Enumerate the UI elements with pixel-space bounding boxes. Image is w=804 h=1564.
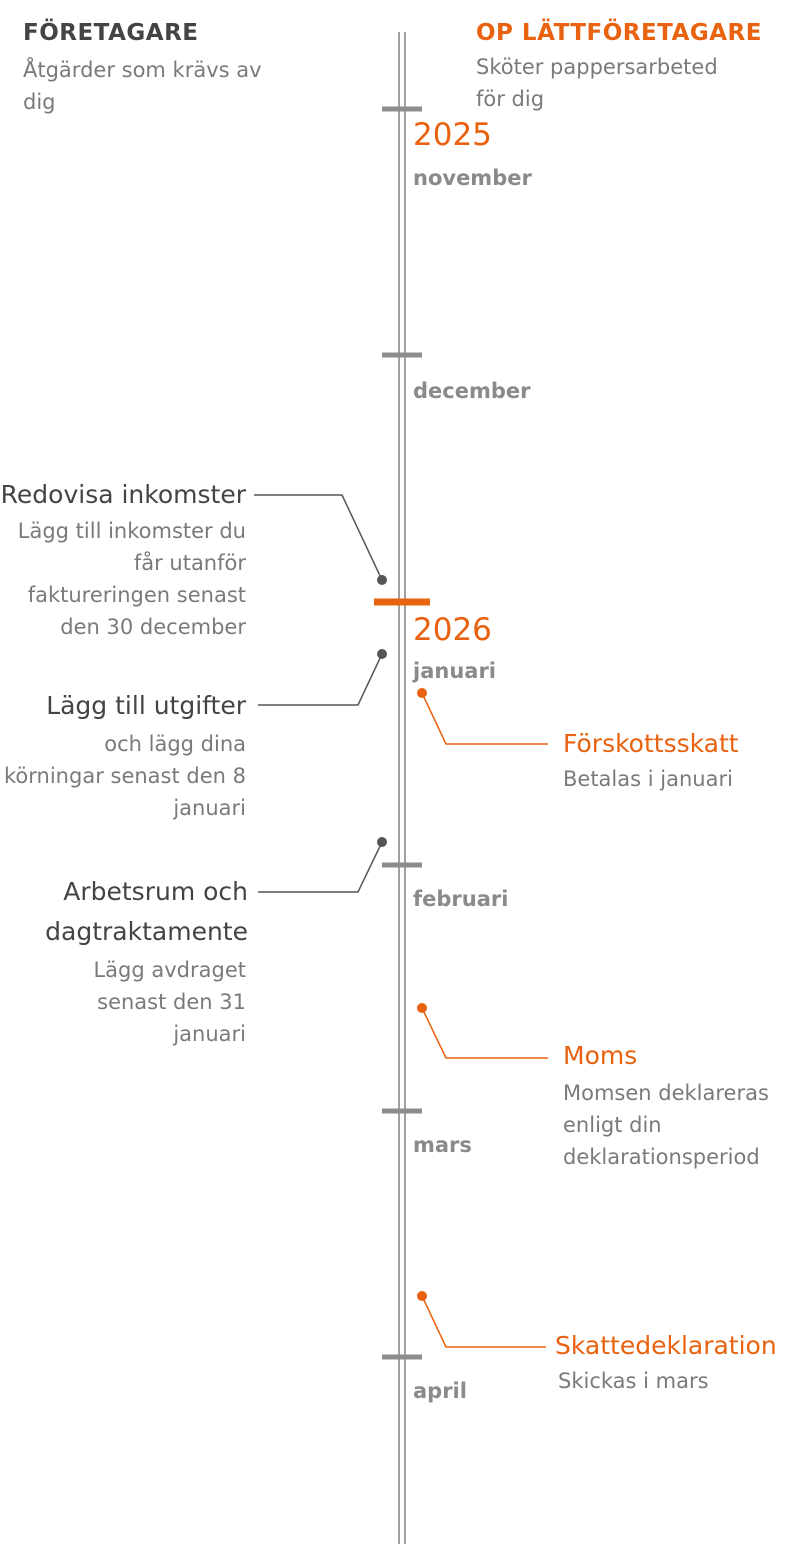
task-2-description: och lägg dina körningar senast den 8 januari — [4, 732, 246, 820]
header-left-title: FÖRETAGARE — [23, 20, 199, 46]
month-label-december: december — [413, 379, 531, 403]
task-2-title: Lägg till utgifter — [46, 691, 246, 720]
event-1-description: Betalas i januari — [563, 767, 733, 791]
year-label-2025: 2025 — [413, 117, 492, 153]
connector-task-2 — [258, 654, 382, 705]
marker-event-2 — [417, 1003, 427, 1013]
month-label-april: april — [413, 1379, 467, 1403]
month-label-januari: januari — [413, 659, 496, 683]
connector-task-1 — [254, 495, 382, 580]
event-3-title: Skattedeklaration — [555, 1331, 777, 1360]
marker-task-2 — [377, 649, 387, 659]
marker-event-3 — [417, 1291, 427, 1301]
connector-task-3 — [258, 842, 382, 892]
task-1-description: Lägg till inkomster du får utanför faktureringen senast den 30 december — [17, 519, 246, 639]
event-2-title: Moms — [563, 1041, 638, 1070]
event-2-description: Momsen deklareras enligt din deklarationsperiod — [563, 1081, 769, 1169]
month-label-november: november — [413, 166, 532, 190]
task-1-title: Redovisa inkomster — [0, 480, 246, 509]
connector-event-2 — [422, 1008, 548, 1058]
header-right-subtitle: Sköter pappersarbeted för dig — [476, 55, 718, 111]
marker-task-1 — [377, 575, 387, 585]
marker-event-1 — [417, 688, 427, 698]
event-3-description: Skickas i mars — [558, 1369, 709, 1393]
year-label-2026: 2026 — [413, 612, 492, 648]
event-1-title: Förskottsskatt — [563, 729, 739, 758]
month-label-mars: mars — [413, 1133, 472, 1157]
month-label-februari: februari — [413, 887, 509, 911]
marker-task-3 — [377, 837, 387, 847]
connector-event-1 — [422, 693, 548, 744]
task-3-title: Arbetsrum och dagtraktamente — [45, 877, 248, 946]
header-right-title: OP LÄTTFÖRETAGARE — [476, 20, 762, 46]
task-3-description: Lägg avdraget senast den 31 januari — [93, 958, 246, 1046]
header-left-subtitle: Åtgärder som krävs av dig — [23, 58, 262, 114]
connector-event-3 — [422, 1296, 546, 1347]
